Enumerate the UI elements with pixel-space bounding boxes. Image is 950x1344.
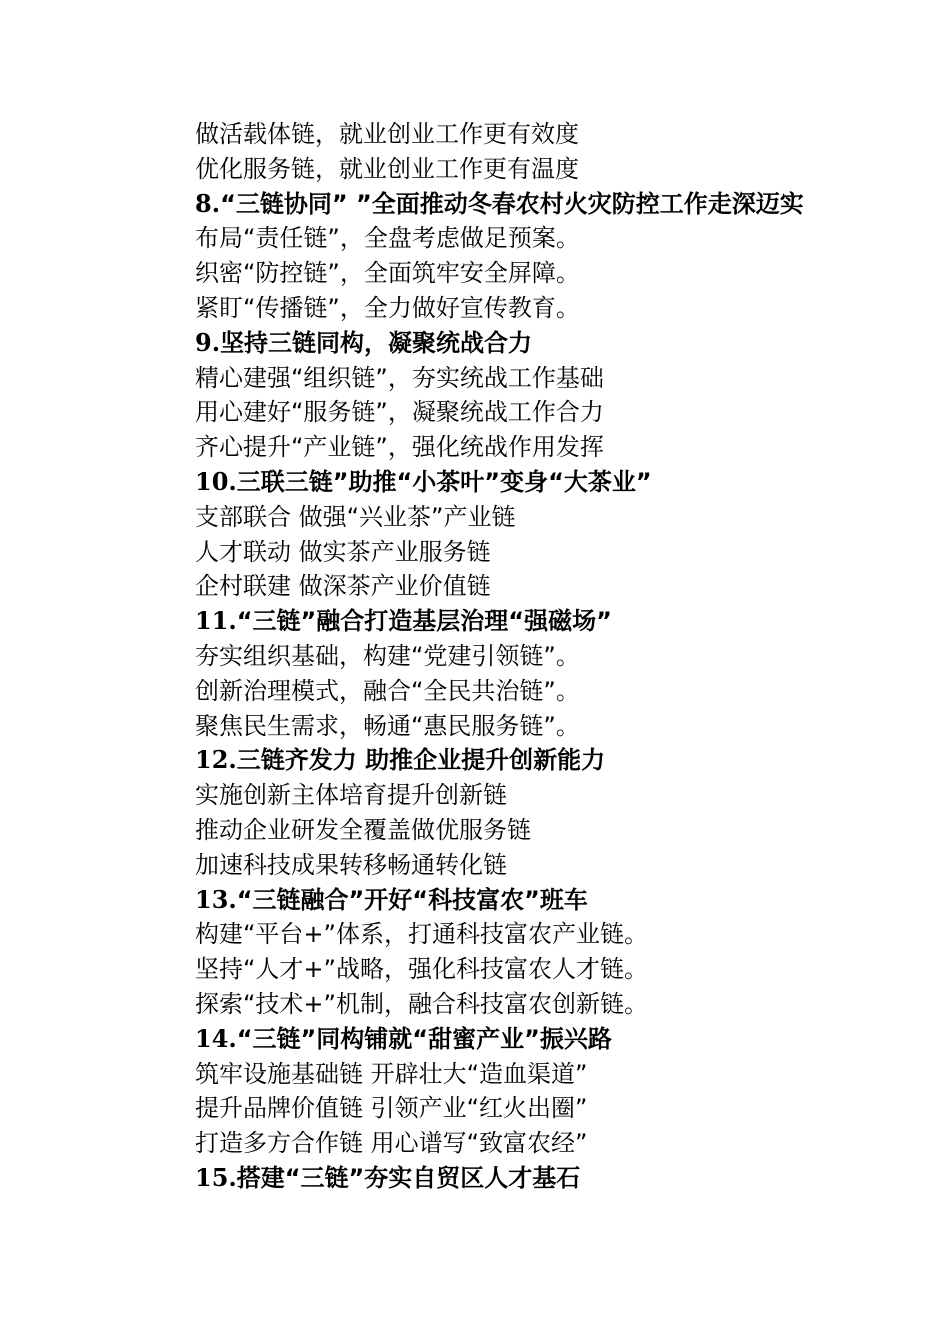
section-heading [145, 326, 825, 361]
section-number: 11. [195, 606, 237, 636]
list-item: 夯实组织基础，构建“党建引领链”。 [195, 641, 580, 670]
section-number: 9. [195, 327, 221, 357]
section-number: 15. [195, 1162, 237, 1192]
list-item: 构建“平台+”体系，打通科技富农产业链。 [195, 920, 648, 949]
list-item: 做活载体链，就业创业工作更有效度 [195, 120, 579, 148]
section-heading [145, 465, 825, 500]
section-heading [145, 1022, 825, 1057]
document-body [145, 117, 825, 1196]
list-item: 布局“责任链”，全盘考虑做足预案。 [195, 224, 580, 253]
section-number: 8. [195, 188, 221, 218]
list-item: 探索“技术+”机制，融合科技富农创新链。 [195, 989, 648, 1018]
section-heading [145, 187, 825, 222]
list-item: 打造多方合作链 用心谱写“致富农经” [195, 1129, 588, 1158]
section-title: “三链协同” ”全面推动冬春农村火灾防控工作走深迈实 [220, 189, 804, 218]
section-number: 10. [195, 466, 237, 496]
section-heading [145, 743, 825, 778]
list-item: 提升品牌价值链 引领产业“红火出圈” [195, 1094, 588, 1123]
list-item: 企村联建 做深茶产业价值链 [195, 572, 491, 601]
section-title: 三联三链”助推“小茶叶”变身“大茶业” [236, 467, 652, 496]
section-heading [145, 883, 825, 918]
section-title: “三链融合”开好“科技富农”班车 [236, 885, 588, 914]
list-item: 聚焦民生需求，畅通“惠民服务链”。 [195, 711, 580, 740]
section-heading [145, 604, 825, 639]
list-item: 用心建好“服务链”，凝聚统战工作合力 [195, 398, 604, 427]
list-item: 紧盯“传播链”，全力做好宣传教育。 [195, 293, 580, 322]
section-heading [145, 1161, 825, 1196]
section-title: “三链”同构铺就“甜蜜产业”振兴路 [236, 1024, 612, 1053]
list-item: 实施创新主体培育提升创新链 [195, 781, 507, 810]
section-number: 14. [195, 1023, 237, 1053]
list-item: 筑牢设施基础链 开辟壮大“造血渠道” [195, 1059, 588, 1088]
list-item: 织密“防控链”，全面筑牢安全屏障。 [195, 259, 580, 288]
section-title: 搭建“三链”夯实自贸区人才基石 [236, 1163, 581, 1192]
list-item: 推动企业研发全覆盖做优服务链 [195, 815, 531, 844]
section-number: 12. [195, 745, 237, 775]
list-item: 齐心提升“产业链”，强化统战作用发挥 [195, 433, 604, 462]
list-item: 精心建强“组织链”，夯实统战工作基础 [195, 363, 604, 392]
list-item: 创新治理模式，融合“全民共治链”。 [195, 676, 580, 705]
section-title: 三链齐发力 助推企业提升创新能力 [236, 746, 606, 775]
list-item: 优化服务链，就业创业工作更有温度 [195, 154, 579, 183]
section-title: 坚持三链同构，凝聚统战合力 [220, 328, 533, 357]
list-item: 加速科技成果转移畅通转化链 [195, 850, 507, 879]
section-title: “三链”融合打造基层治理“强磁场” [236, 607, 612, 636]
list-item: 坚持“人才+”战略，强化科技富农人才链。 [195, 955, 648, 984]
list-item: 支部联合 做强“兴业茶”产业链 [195, 502, 516, 531]
section-number: 13. [195, 884, 237, 914]
list-item: 人才联动 做实茶产业服务链 [195, 537, 491, 566]
